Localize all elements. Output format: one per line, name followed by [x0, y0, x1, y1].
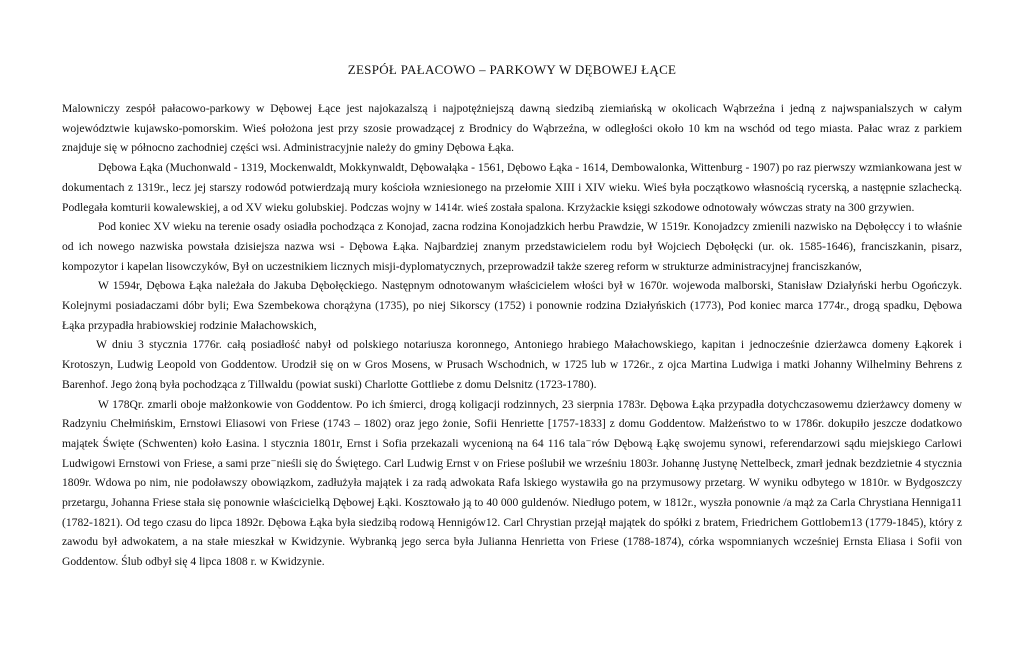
- paragraph-history: Dębowa Łąka (Muchonwald - 1319, Mockenwaldt, Mokkynwaldt, Dębowałąka - 1561, Dębowo Łąka - 1614, Dembowalonka, Wittenburg - 1907) po raz pierwszy wzmiankowana jest w dokumentach z 1319r., lecz jej starszy rodowód potwierdzają mury kościoła wzniesionego na przełomie XIII i XIV wieku. Wieś była początkowo własnością rycerską, a następnie szlachecką. Podlegała komturii kowalewskiej, a od XV wieku golubskiej. Podczas wojny w 1414r. wieś została spalona. Krzyżackie księgi szkodowe odnotowały wówczas straty na 300 grzywien.: [62, 161, 962, 214]
- paragraph-owners: W 1594r, Dębowa Łąka należała do Jakuba Dębołęckiego. Następnym odnotowanym właścicielem włości był w 1670r. wojewoda malborski, Stanisław Działyński herbu Ogończyk. Kolejnymi posiadaczami dóbr byli; Ewa Szembekowa chorążyna (1735), po niej Sikorscy (1752) i ponownie rodzina Działyńskich (1773), Pod koniec marca 1774r., drogą spadku, Dębowa Łąka przypadła hrabiowskiej rodzinie Małachowskich,: [62, 279, 962, 332]
- paragraph-goddentow: W dniu 3 stycznia 1776r. całą posiadłość nabył od polskiego notariusza koronnego, Antoniego hrabiego Małachowskiego, kapitan i jednocześnie dzierżawca domeny Łąkorek i Krotoszyn, Ludwig Leopold von Goddentow. Urodził się on w Gros Mosens, w Prusach Wschodnich, w 1725 lub w 1726r., z ojca Martina Ludwiga i matki Johanny Wilhelminy Behrens z Barenhof. Jego żoną była pochodząca z Tillwaldu (powiat suski) Charlotte Gottliebe z domu Delsnitz (1723-1780).: [62, 338, 962, 391]
- paragraph-konojadzcy: Pod koniec XV wieku na terenie osady osiadła pochodząca z Konojad, zacna rodzina Konojadzkich herbu Prawdzie, W 1519r. Konojadzcy zmienili nazwisko na Dębołęccy i to właśnie od ich nowego nazwiska powstała dzisiejsza nazwa wsi - Dębowa Łąka. Najbardziej znanym przedstawicielem rodu był Wojciech Dębołęcki (ur. ok. 1585-1646), franciszkanin, pisarz, kompozytor i kapelan lisowczyków, Był on uczestnikiem licznych misji-dyplomatycznych, przeprowadził także szereg reform w strukturze administracyjnej franciszkanów,: [62, 220, 962, 273]
- document-title: ZESPÓŁ PAŁACOWO – PARKOWY W DĘBOWEJ ŁĄCE: [347, 62, 677, 77]
- document-page: [62, 62, 962, 572]
- paragraph-friese: W 178Qr. zmarli oboje małżonkowie von Goddentow. Po ich śmierci, drogą koligacji rodzinnych, 23 sierpnia 1783r. Dębowa Łąka przypadła dotychczasowemu dzierżawcy domeny w Radzyniu Chełmińskim, Ernstowi Eliasowi von Friese (1743 – 1802) oraz jego żonie, Sofii Henriette [1757-1833] z domu Goddentow. Małżeństwo to w 1786r. dokupiło jeszcze dodatkowo majątek Święte (Schwenten) koło Łasina. l stycznia 1801r, Ernst i Sofia przekazali wycenioną na 64 116 tala⁻rów Dębową Łąkę swojemu synowi, referendarzowi sądu miejskiego Carlowi Ludwigowi Ernstowi von Friese, a sami prze⁻nieśli się do Świętego. Carl Ludwig Ernst v on Friese poślubił we wrześniu 1803r. Johannę Justynę Nettelbeck, zmarł jednak bezdzietnie 4 stycznia 1809r. Wdowa po nim, nie podoławszy obowiązkom, zadłużyła majątek i za radą adwokata Rafa lskiego wystawiła go na przymusowy przetarg. W wyniku odbytego w 1810r. w Bydgoszczy przetargu, Johanna Friese stała się ponownie właścicielką Dębowej Łąki. Kosztowało ją to 40 000 guldenów. Niedługo potem, w 1812r., wyszła ponownie /a mąż za Carla Chrystiana Hennigа11 (1782-1821). Od tego czasu do lipca 1892r. Dębowa Łąka była siedzibą rodową Hennigów12. Carl Chrystian przejął majątek do spółki z bratem, Friedrichem Gottlobem13 (1779-1845), który z zawodu był adwokatem, a na stałe mieszkał w Kwidzynie. Wybranką jego serca była Julianna Henrietta von Friese (1788-1874), córka wspomnianych wcześniej Ernsta Eliasa i Sofii von Goddentow. Ślub odbył się 4 lipca 1808 r. w Kwidzynie.: [62, 397, 962, 569]
- paragraph-intro: Malowniczy zespół pałacowo-parkowy w Dębowej Łące jest najokazalszą i najpotężniejszą dawną siedzibą ziemiańską w okolicach Wąbrzeźna i jedną z najwspanialszych w całym województwie kujawsko-pomorskim. Wieś położona jest przy szosie prowadzącej z Brodnicy do Wąbrzeźna, w odległości około 10 km na wschód od tego miasta. Pałac wraz z parkiem znajduje się w północno zachodniej części wsi. Administracyjnie należy do gminy Dębowa Łąka.: [62, 102, 962, 155]
